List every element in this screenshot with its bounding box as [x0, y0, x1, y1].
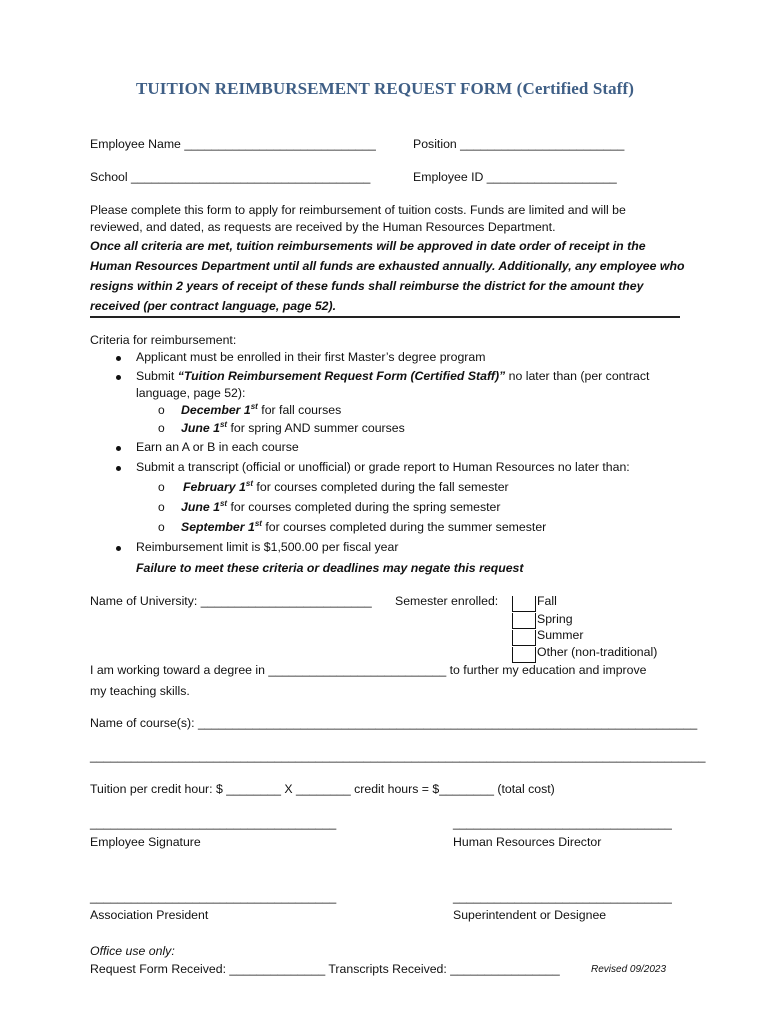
emphasis-line-2: Human Resources Department until all funds are exhausted annually. Additionally, any employee who — [90, 259, 685, 273]
employee-signature-line[interactable]: ____________________________________ — [90, 816, 337, 830]
employee-signature-label: Employee Signature — [90, 835, 201, 849]
semester-label: Semester enrolled: — [395, 594, 499, 608]
transcript-summer — [181, 520, 546, 534]
intro-line-2: reviewed, and dated, as requests are received by the Human Resources Department. — [90, 220, 556, 234]
hr-director-label: Human Resources Director — [453, 835, 602, 849]
criteria-item-2-suffix: no later than (per contract — [505, 369, 650, 383]
criteria-item-1: Applicant must be enrolled in their first Master’s degree program — [136, 350, 486, 364]
hollow-bullet-icon: o — [158, 403, 165, 417]
semester-option-other: Other (non-traditional) — [537, 645, 658, 659]
fall-checkbox[interactable] — [512, 596, 536, 612]
transcript-summer-text: for courses completed during the summer semester — [261, 520, 547, 534]
criteria-item-2-prefix: Submit — [136, 369, 178, 383]
transcript-fall-sup: st — [245, 478, 254, 488]
degree-field[interactable]: I am working toward a degree in __________________________ to further my education and improve — [90, 663, 647, 677]
semester-option-spring: Spring — [537, 612, 573, 626]
section-divider — [90, 316, 680, 318]
bullet-icon — [116, 356, 121, 361]
bullet-icon — [116, 466, 121, 471]
courses-field-line-2[interactable]: __________________________________________________________________________________________ — [90, 749, 706, 763]
deadline-fall — [181, 403, 341, 417]
transcript-fall-date: February 1 — [183, 480, 246, 494]
summer-checkbox[interactable] — [512, 630, 536, 646]
hollow-bullet-icon: o — [158, 421, 165, 435]
emphasis-line-4: received (per contract language, page 52). — [90, 299, 337, 313]
degree-line-2: my teaching skills. — [90, 684, 190, 698]
superintendent-signature-line[interactable]: ________________________________ — [453, 890, 672, 904]
intro-line-1: Please complete this form to apply for reimbursement of tuition costs. Funds are limited and will be — [90, 203, 626, 217]
office-use-label: Office use only: — [90, 944, 175, 958]
criteria-item-3: Earn an A or B in each course — [136, 440, 299, 454]
deadline-spring-sup: st — [219, 419, 228, 429]
transcript-fall-text: for courses completed during the fall semester — [253, 480, 509, 494]
criteria-item-4: Submit a transcript (official or unofficial) or grade report to Human Resources no later than: — [136, 460, 630, 474]
revision-date: Revised 09/2023 — [591, 964, 667, 975]
form-title: TUITION REIMBURSEMENT REQUEST FORM (Certified Staff) — [135, 79, 635, 98]
position-field[interactable]: Position ________________________ — [413, 137, 625, 151]
bullet-icon — [116, 546, 121, 551]
transcript-spring — [181, 500, 501, 514]
hollow-bullet-icon: o — [158, 520, 165, 534]
emphasis-line-3: resigns within 2 years of receipt of these funds shall reimburse the district for the amount they — [90, 279, 644, 293]
bullet-icon — [116, 446, 121, 451]
transcript-spring-date: June 1 — [181, 500, 220, 514]
criteria-warning: Failure to meet these criteria or deadlines may negate this request — [136, 561, 524, 575]
spring-checkbox[interactable] — [512, 613, 536, 629]
school-field[interactable]: School ___________________________________ — [90, 170, 371, 184]
deadline-fall-sup: st — [250, 401, 258, 411]
emphasis-line-1: Once all criteria are met, tuition reimbursements will be approved in date order of receipt in the — [90, 239, 646, 253]
deadline-fall-text: for fall courses — [257, 403, 342, 417]
employee-id-field[interactable]: Employee ID ___________________ — [413, 170, 617, 184]
criteria-item-2-cont: language, page 52): — [136, 386, 246, 400]
other-checkbox[interactable] — [512, 647, 536, 663]
transcript-spring-text: for courses completed during the spring semester — [227, 500, 501, 514]
hollow-bullet-icon: o — [158, 500, 165, 514]
university-field[interactable]: Name of University: _________________________ — [90, 594, 372, 608]
transcript-summer-date: September 1 — [181, 520, 255, 534]
transcript-spring-sup: st — [219, 498, 228, 508]
criteria-item-5: Reimbursement limit is $1,500.00 per fiscal year — [136, 540, 399, 554]
deadline-spring-date: June 1 — [181, 421, 220, 435]
hr-director-signature-line[interactable]: ________________________________ — [453, 816, 672, 830]
tuition-calculation-field[interactable]: Tuition per credit hour: $ ________ X ________ credit hours = $________ (total cost) — [90, 782, 555, 796]
transcript-fall — [183, 480, 509, 494]
deadline-spring — [181, 421, 405, 435]
transcript-summer-sup: st — [254, 518, 262, 528]
criteria-heading: Criteria for reimbursement: — [90, 333, 237, 347]
office-received-fields[interactable]: Request Form Received: ______________ Transcripts Received: ________________ — [90, 962, 560, 976]
association-president-label: Association President — [90, 908, 209, 922]
criteria-item-2 — [136, 369, 649, 383]
association-signature-line[interactable]: ____________________________________ — [90, 890, 337, 904]
semester-option-fall: Fall — [537, 594, 557, 608]
deadline-spring-text: for spring AND summer courses — [227, 421, 405, 435]
deadline-fall-date: December 1 — [181, 403, 251, 417]
superintendent-label: Superintendent or Designee — [453, 908, 607, 922]
semester-option-summer: Summer — [537, 628, 584, 642]
criteria-item-2-form-name: “Tuition Reimbursement Request Form (Certified Staff)” — [177, 369, 506, 383]
employee-name-field[interactable]: Employee Name ____________________________ — [90, 137, 376, 151]
bullet-icon — [116, 375, 121, 380]
courses-field[interactable]: Name of course(s): _________________________________________________________________________ — [90, 716, 698, 730]
hollow-bullet-icon: o — [158, 480, 165, 494]
